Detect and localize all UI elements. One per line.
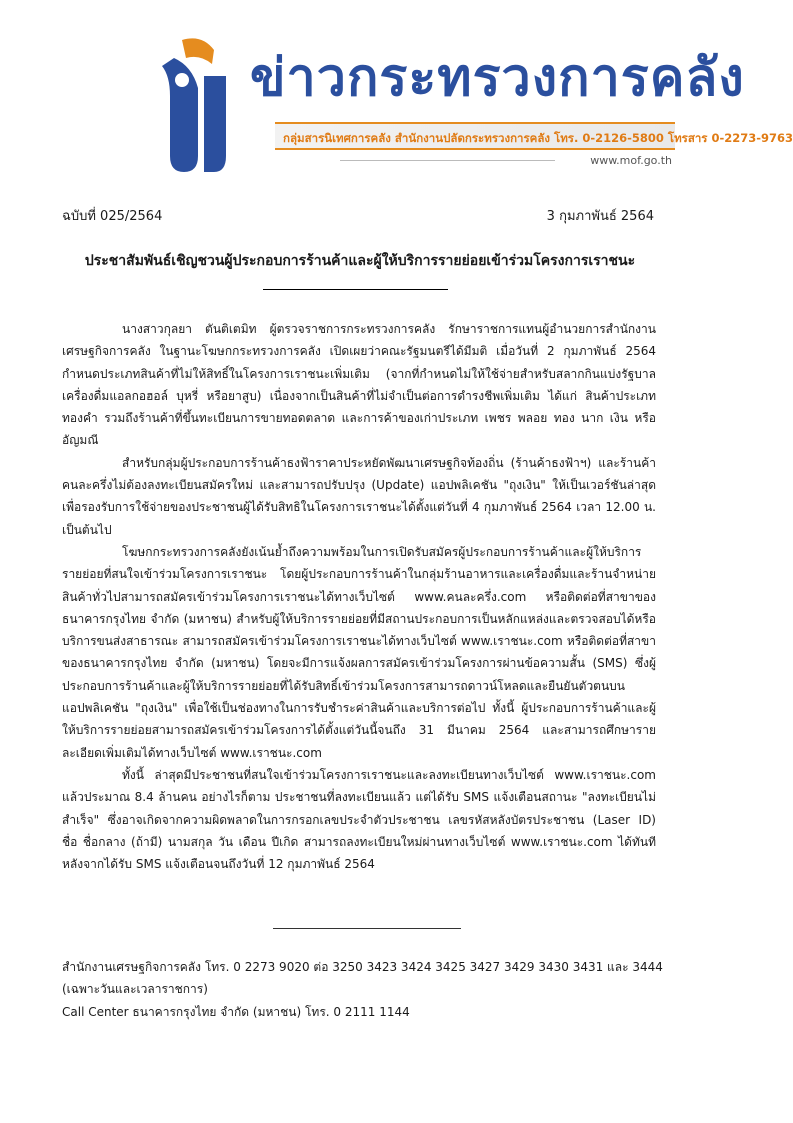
end-divider bbox=[273, 928, 461, 929]
footer-line: Call Center ธนาคารกรุงไทย จำกัด (มหาชน) โทร. 0 2111 1144 bbox=[62, 1004, 410, 1019]
paragraph: โฆษกกระทรวงการคลังยังเน้นย้ำถึงความพร้อมในการเปิดรับสมัครผู้ประกอบการร้านค้าและผู้ให้บริการรายย่อยที่สนใจเข้าร่วมโครงการเราชนะ โดยผู้ประกอบการร้านค้าในกลุ่มร้านอาหารและเครื่องดื่มและร้านจำหน่ายสินค้าทั่วไปสามารถสมัครเข้าร่วมโครงการเราชนะได้ทางเว็บไซต์ www.คนละครึ่ง.com หรือติดต่อที่สาขาของธนาคารกรุงไทย จำกัด (มหาชน) สำหรับผู้ให้บริการรายย่อยที่มีสถานประกอบการเป็นหลักแหล่งและตรวจสอบได้หรือบริการขนส่งสาธารณะ สามารถสมัครเข้าร่วมโครงการเราชนะได้ทางเว็บไซต์ www.เราชนะ.com หรือติดต่อที่สาขาของธนาคารกรุงไทย จำกัด (มหาชน) โดยจะมีการแจ้งผลการสมัครเข้าร่วมโครงการผ่านข้อความสั้น (SMS) ซึ่งผู้ประกอบการร้านค้าและผู้ให้บริการรายย่อยที่ได้รับสิทธิ์เข้าร่วมโครงการสามารถดาวน์โหลดและยืนยันตัวตนบนแอปพลิเคชัน "ถุงเงิน" เพื่อใช้เป็นช่องทางในการรับชำระค่าสินค้าและบริการต่อไป ทั้งนี้ ผู้ประกอบการร้านค้าและผู้ให้บริการรายย่อยสามารถสมัครเข้าร่วมโครงการได้ตั้งแต่วันนี้จนถึง 31 มีนาคม 2564 และสามารถศึกษารายละเอียดเพิ่มเติมได้ทางเว็บไซต์ www.เราชนะ.com bbox=[62, 544, 656, 760]
document-body bbox=[62, 318, 656, 875]
document-title: ประชาสัมพันธ์เชิญชวนผู้ประกอบการร้านค้าและผู้ให้บริการรายย่อยเข้าร่วมโครงการเราชนะ bbox=[84, 253, 636, 269]
contact-info-bar: กลุ่มสารนิเทศการคลัง สำนักงานปลัดกระทรวงการคลัง โทร. 0-2126-5800 โทรสาร 0-2273-9763 bbox=[275, 122, 675, 150]
press-release-header bbox=[40, 36, 793, 174]
header-divider bbox=[340, 160, 555, 161]
title-underline bbox=[263, 289, 448, 290]
issue-number: ฉบับที่ 025/2564 bbox=[62, 209, 163, 224]
paragraph: ทั้งนี้ ล่าสุดมีประชาชนที่สนใจเข้าร่วมโครงการเราชนะและลงทะเบียนทางเว็บไซต์ www.เราชนะ.com แล้วประมาณ 8.4 ล้านคน อย่างไรก็ตาม ประชาชนที่ลงทะเบียนแล้ว แต่ได้รับ SMS แจ้งเตือนสถานะ "ลงทะเบียนไม่สำเร็จ" ซึ่งอาจเกิดจากความผิดพลาดในการกรอกเลขประจำตัวประชาชน เลขรหัสหลังบัตรประชาชน (Laser ID) ชื่อ ชื่อกลาง (ถ้ามี) นามสกุล วัน เดือน ปีเกิด สามารถลงทะเบียนใหม่ผ่านทางเว็บไซต์ www.เราชนะ.com ได้ทันทีหลังจากได้รับ SMS แจ้งเตือนจนถึงวันที่ 12 กุมภาพันธ์ 2564 bbox=[62, 767, 656, 872]
website-link[interactable]: www.mof.go.th bbox=[590, 154, 672, 167]
release-date: 3 กุมภาพันธ์ 2564 bbox=[546, 209, 654, 224]
paragraph: สำหรับกลุ่มผู้ประกอบการร้านค้าธงฟ้าราคาประหยัดพัฒนาเศรษฐกิจท้องถิ่น (ร้านค้าธงฟ้าฯ) และร้านค้าคนละครึ่งไม่ต้องลงทะเบียนสมัครใหม่ และสามารถปรับปรุง (Update) แอปพลิเคชัน "ถุงเงิน" ให้เป็นเวอร์ชันล่าสุดเพื่อรองรับการใช้จ่ายของประชาชนผู้ได้รับสิทธิในโครงการเราชนะได้ตั้งแต่วันที่ 4 กุมภาพันธ์ 2564 เวลา 12.00 น. เป็นต้นไป bbox=[62, 455, 656, 537]
paragraph: นางสาวกุลยา ตันติเตมิท ผู้ตรวจราชการกระทรวงการคลัง รักษาราชการแทนผู้อำนวยการสำนักงานเศรษฐกิจการคลัง ในฐานะโฆษกกระทรวงการคลัง เปิดเผยว่าคณะรัฐมนตรีได้มีมติ เมื่อวันที่ 2 กุมภาพันธ์ 2564 กำหนดประเภทสินค้าที่ไม่ให้สิทธิ์ในโครงการเราชนะเพิ่มเติม (จากที่กำหนดไม่ให้ใช้จ่ายสำหรับสลากกินแบ่งรัฐบาล เครื่องดื่มแอลกอฮอล์ บุหรี่ หรือยาสูบ) เนื่องจากเป็นสินค้าที่ไม่จำเป็นต่อการดำรงชีพเพิ่มเติม ได้แก่ สินค้าประเภททองคำ รวมถึงร้านค้าที่ขึ้นทะเบียนการขายทอดตลาด และการค้าของเก่าประเภท เพชร พลอย ทอง นาก เงิน หรืออัญมณี bbox=[62, 322, 656, 448]
footer-line: สำนักงานเศรษฐกิจการคลัง โทร. 0 2273 9020 ต่อ 3250 3423 3424 3425 3427 3429 3430 3431 และ 3444 bbox=[62, 960, 663, 974]
contact-footer bbox=[62, 956, 662, 1023]
mof-logo-mark bbox=[152, 36, 252, 174]
footer-line: (เฉพาะวันและเวลาราชการ) bbox=[62, 982, 208, 997]
masthead-title: ข่าวกระทรวงการคลัง bbox=[250, 48, 745, 108]
